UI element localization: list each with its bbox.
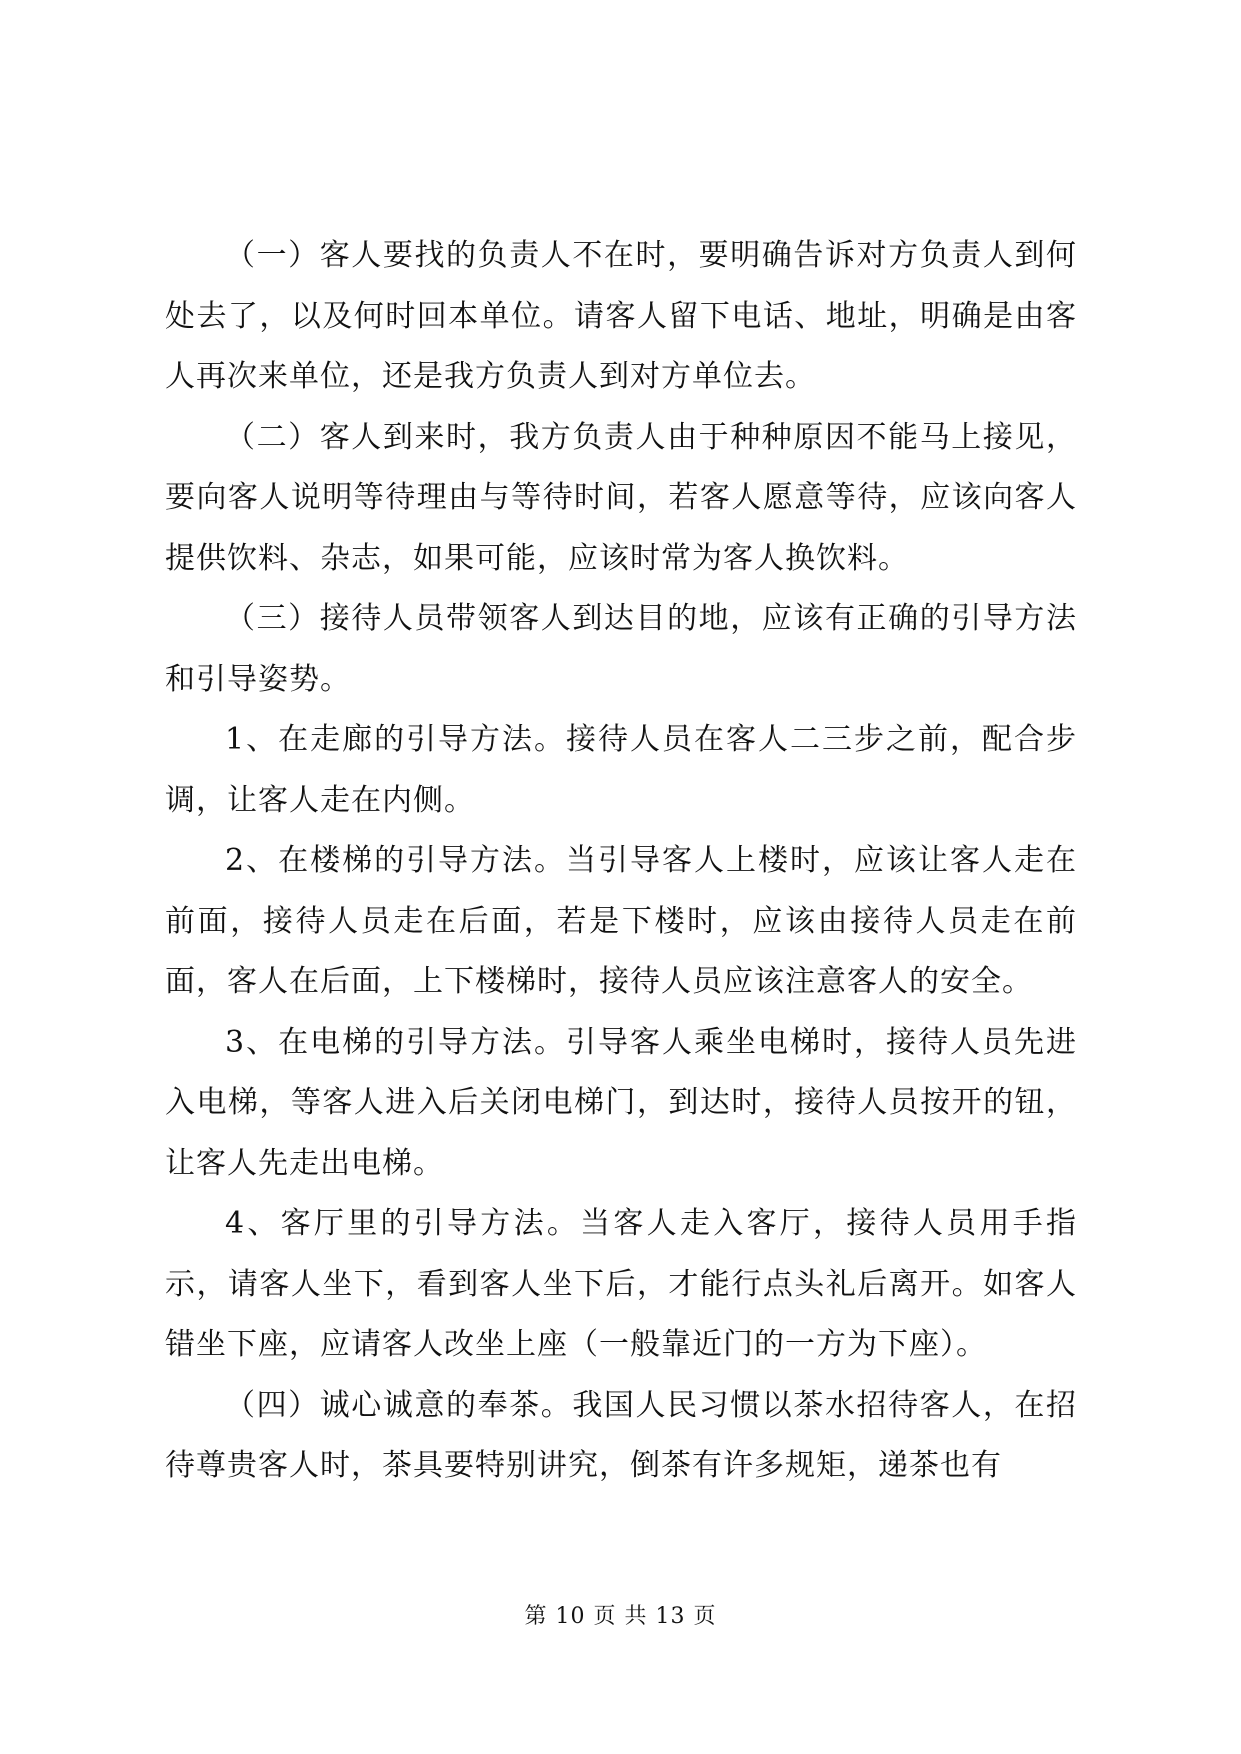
document-body <box>165 226 1077 1497</box>
paragraph-1: （一）客人要找的负责人不在时，要明确告诉对方负责人到何处去了，以及何时回本单位。请客人留下电话、地址，明确是由客人再次来单位，还是我方负责人到对方单位去。 <box>165 238 1077 394</box>
paragraph-8: （四）诚心诚意的奉茶。我国人民习惯以茶水招待客人，在招待尊贵客人时，茶具要特别讲究，倒茶有许多规矩，递茶也有 <box>165 1387 1077 1483</box>
paragraph-5: 2、在楼梯的引导方法。当引导客人上楼时，应该让客人走在前面，接待人员走在后面，若是下楼时，应该由接待人员走在前面，客人在后面，上下楼梯时，接待人员应该注意客人的安全。 <box>165 843 1077 999</box>
paragraph-6: 3、在电梯的引导方法。引导客人乘坐电梯时，接待人员先进入电梯，等客人进入后关闭电梯门，到达时，接待人员按开的钮，让客人先走出电梯。 <box>165 1024 1077 1181</box>
paragraph-2: （二）客人到来时，我方负责人由于种种原因不能马上接见，要向客人说明等待理由与等待时间，若客人愿意等待，应该向客人提供饮料、杂志，如果可能，应该时常为客人换饮料。 <box>165 419 1077 576</box>
paragraph-3: （三）接待人员带领客人到达目的地，应该有正确的引导方法和引导姿势。 <box>165 601 1077 697</box>
paragraph-7: 4、客厅里的引导方法。当客人走入客厅，接待人员用手指示，请客人坐下，看到客人坐下后，才能行点头礼后离开。如客人错坐下座，应请客人改坐上座（一般靠近门的一方为下座）。 <box>165 1206 1077 1362</box>
paragraph-4: 1、在走廊的引导方法。接待人员在客人二三步之前，配合步调，让客人走在内侧。 <box>165 722 1077 818</box>
page-footer: 第 10 页 共 13 页 <box>524 1604 717 1629</box>
